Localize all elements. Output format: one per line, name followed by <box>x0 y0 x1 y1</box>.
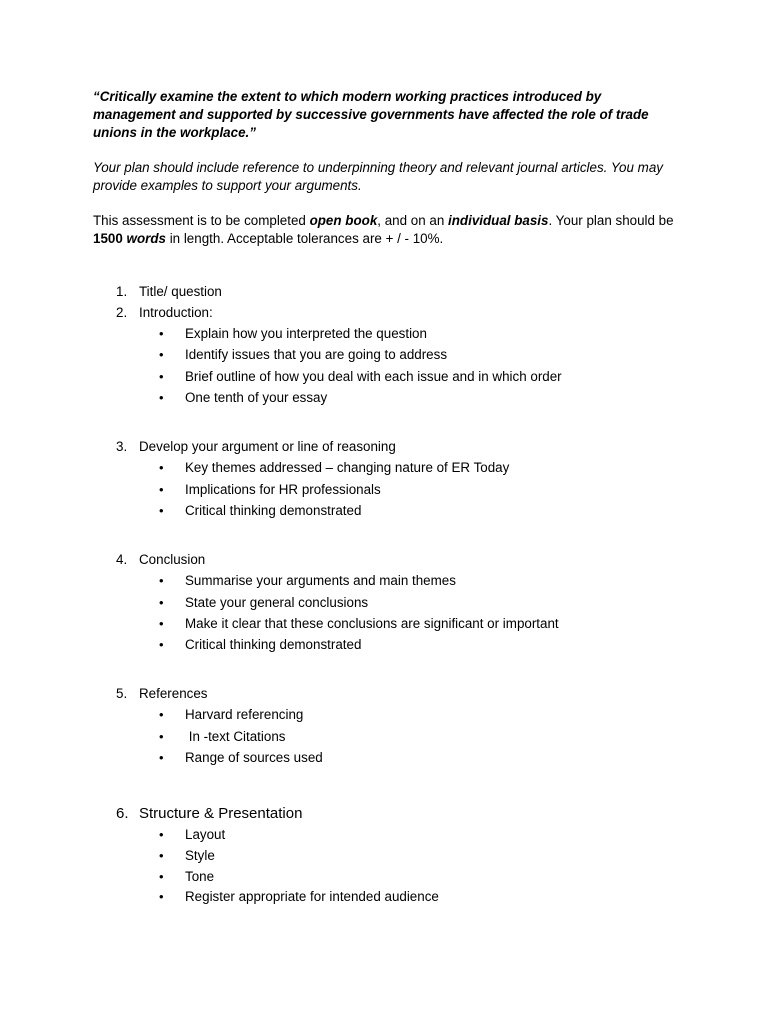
bullet-item <box>159 325 427 343</box>
bullet-icon: • <box>159 326 164 341</box>
list-item-label: Conclusion <box>139 552 206 567</box>
bullet-icon: • <box>159 616 164 631</box>
bullet-text: Critical thinking demonstrated <box>185 503 362 518</box>
bullet-icon: • <box>159 503 164 518</box>
bullet-icon: • <box>159 595 164 610</box>
list-number: 1. <box>116 284 128 299</box>
bullet-icon: • <box>159 460 164 475</box>
list-item-argument <box>116 438 396 456</box>
bullet-item <box>159 728 285 746</box>
bullet-item <box>159 459 509 477</box>
bullet-text: Style <box>185 848 215 863</box>
bullet-item <box>159 346 447 364</box>
assessment-text: . Your plan should be <box>548 213 674 228</box>
list-number: 5. <box>116 686 128 701</box>
list-item-label: References <box>139 686 208 701</box>
list-number: 6. <box>116 805 129 822</box>
bullet-icon: • <box>159 707 164 722</box>
bullet-text: Implications for HR professionals <box>185 482 381 497</box>
bullet-text: Register appropriate for intended audience <box>185 889 439 904</box>
bullet-text: In -text Citations <box>185 729 286 744</box>
list-number: 2. <box>116 305 128 320</box>
bullet-text: Identify issues that you are going to address <box>185 347 448 362</box>
bullet-text: Harvard referencing <box>185 707 304 722</box>
bullet-icon: • <box>159 750 164 765</box>
bullet-text: Brief outline of how you deal with each issue and in which order <box>185 369 562 384</box>
list-item-label: Title/ question <box>139 284 222 299</box>
bullet-text: Tone <box>185 869 215 884</box>
bullet-text: Layout <box>185 827 226 842</box>
bullet-text: State your general conclusions <box>185 595 369 610</box>
bullet-icon: • <box>159 369 164 384</box>
bullet-item <box>159 847 215 865</box>
list-item-label: Introduction: <box>139 305 213 320</box>
bullet-item <box>159 636 361 654</box>
bullet-icon: • <box>159 869 164 884</box>
bullet-item <box>159 615 559 633</box>
list-number: 3. <box>116 439 128 454</box>
bullet-icon: • <box>159 729 164 744</box>
words-emphasis: words <box>126 231 166 246</box>
individual-basis-emphasis: individual basis <box>448 213 549 228</box>
bullet-text: Critical thinking demonstrated <box>185 637 362 652</box>
assessment-instructions <box>93 212 683 248</box>
list-item-introduction <box>116 304 213 322</box>
list-item-conclusion <box>116 551 205 569</box>
bullet-icon: • <box>159 889 164 904</box>
bullet-text: Key themes addressed – changing nature of ER Today <box>185 460 510 475</box>
assessment-text: This assessment is to be completed <box>93 213 310 228</box>
essay-question: “Critically examine the extent to which modern working practices introduced by management and supported by successive governments have affected the role of trade unions in the workplace.” <box>93 89 649 140</box>
bullet-icon: • <box>159 347 164 362</box>
bullet-icon: • <box>159 827 164 842</box>
bullet-item <box>159 389 327 407</box>
bullet-icon: • <box>159 390 164 405</box>
bullet-text: One tenth of your essay <box>185 390 328 405</box>
bullet-icon: • <box>159 848 164 863</box>
open-book-emphasis: open book <box>309 213 378 228</box>
bullet-item <box>159 502 361 520</box>
bullet-item <box>159 594 368 612</box>
list-item-references <box>116 685 207 703</box>
bullet-icon: • <box>159 573 164 588</box>
bullet-item <box>159 481 381 499</box>
bullet-text: Summarise your arguments and main themes <box>185 573 456 588</box>
bullet-icon: • <box>159 482 164 497</box>
bullet-item <box>159 572 456 590</box>
bullet-item <box>159 868 214 886</box>
bullet-text: Make it clear that these conclusions are significant or important <box>185 616 559 631</box>
bullet-item <box>159 368 562 386</box>
plan-instructions: Your plan should include reference to underpinning theory and relevant journal articles. You may provide examples to support your arguments. <box>93 160 663 193</box>
assessment-text: in length. Acceptable tolerances are + / - 10%. <box>165 231 444 246</box>
word-count-value: 1500 <box>93 231 123 246</box>
bullet-item <box>159 826 225 844</box>
list-item-label: Develop your argument or line of reasoning <box>139 439 396 454</box>
bullet-text: Explain how you interpreted the question <box>185 326 427 341</box>
list-item-label: Structure & Presentation <box>139 805 303 822</box>
bullet-item <box>159 706 303 724</box>
list-item-structure-presentation <box>116 805 302 823</box>
bullet-item <box>159 888 439 906</box>
bullet-text: Range of sources used <box>185 750 323 765</box>
assessment-text: , and on an <box>377 213 449 228</box>
list-number: 4. <box>116 552 128 567</box>
bullet-icon: • <box>159 637 164 652</box>
bullet-item <box>159 749 323 767</box>
list-item-title-question <box>116 283 222 301</box>
